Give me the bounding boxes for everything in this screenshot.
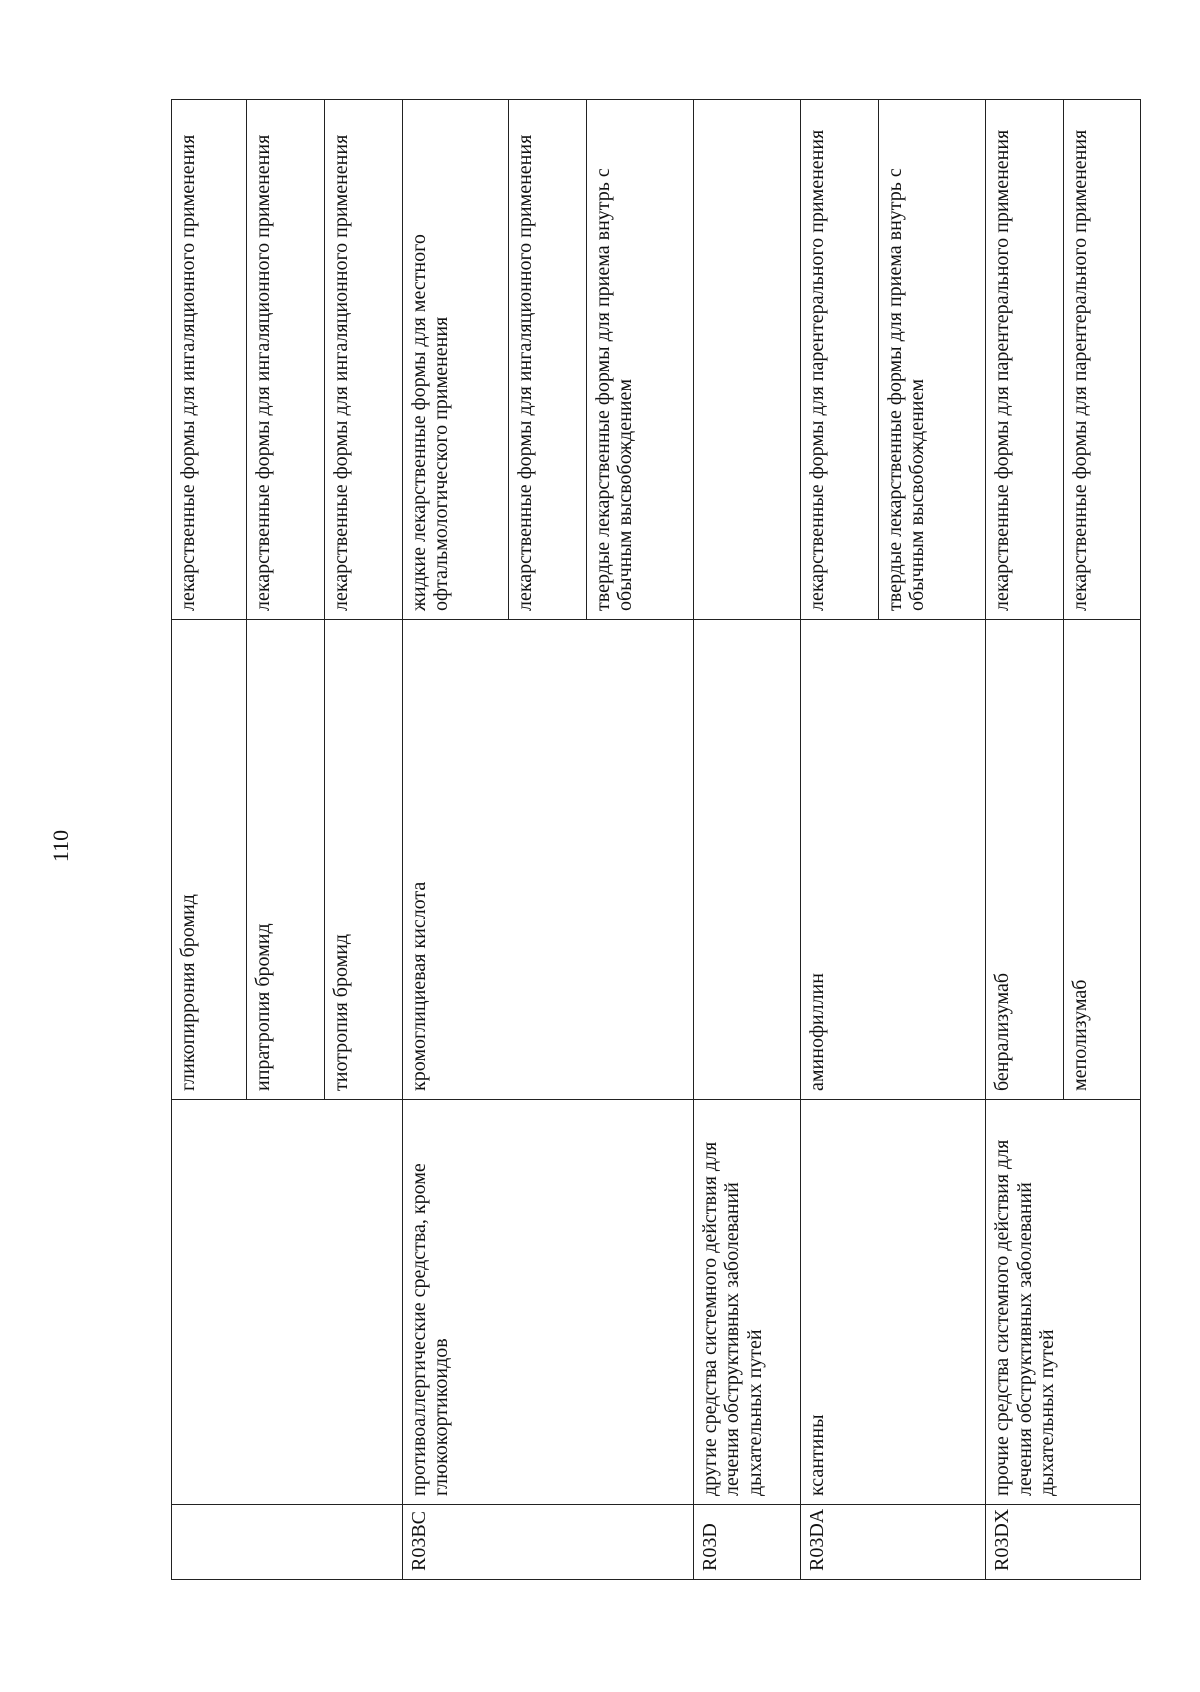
code-cell: R03DA bbox=[801, 1505, 986, 1580]
code-cell bbox=[172, 1505, 403, 1580]
dosage-form-cell: лекарственные формы для парентерального применения bbox=[1063, 100, 1140, 620]
dosage-form-cell: лекарственные формы для ингаляционного применения bbox=[247, 100, 324, 620]
table-row bbox=[172, 100, 247, 1580]
substance-cell: кромоглициевая кислота bbox=[402, 620, 693, 1100]
substance-cell: бенрализумаб bbox=[986, 620, 1063, 1100]
table-row bbox=[986, 100, 1063, 1580]
substance-cell: гликопиррония бромид bbox=[172, 620, 247, 1100]
drug-table bbox=[171, 99, 1141, 1580]
dosage-form-cell: жидкие лекарственные формы для местного офтальмологического применения bbox=[402, 100, 508, 620]
substance-cell: тиотропия бромид bbox=[324, 620, 402, 1100]
substance-cell: меполизумаб bbox=[1063, 620, 1140, 1100]
code-cell: R03D bbox=[694, 1505, 801, 1580]
code-cell: R03DX bbox=[986, 1505, 1141, 1580]
substance-cell: ипратропия бромид bbox=[247, 620, 324, 1100]
group-cell bbox=[172, 1100, 403, 1505]
dosage-form-cell: лекарственные формы для парентерального применения bbox=[801, 100, 878, 620]
dosage-form-cell: лекарственные формы для ингаляционного применения bbox=[172, 100, 247, 620]
dosage-form-cell: твердые лекарственные формы для приема внутрь с обычным высвобождением bbox=[878, 100, 985, 620]
group-cell: прочие средства системного действия для лечения обструктивных заболеваний дыхательных путей bbox=[986, 1100, 1141, 1505]
group-cell: противоаллергические средства, кроме глюкокортикоидов bbox=[402, 1100, 693, 1505]
page-number: 110 bbox=[48, 829, 73, 863]
group-cell: ксантины bbox=[801, 1100, 986, 1505]
substance-cell: аминофиллин bbox=[801, 620, 986, 1100]
code-cell: R03BC bbox=[402, 1505, 693, 1580]
group-cell: другие средства системного действия для лечения обструктивных заболеваний дыхательных путей bbox=[694, 1100, 801, 1505]
table-row bbox=[402, 100, 508, 1580]
rotated-table-wrapper bbox=[171, 100, 1141, 1580]
dosage-form-cell: лекарственные формы для ингаляционного применения bbox=[509, 100, 586, 620]
dosage-form-cell bbox=[694, 100, 801, 620]
table-row bbox=[694, 100, 801, 1580]
dosage-form-cell: лекарственные формы для парентерального применения bbox=[986, 100, 1063, 620]
substance-cell bbox=[694, 620, 801, 1100]
dosage-form-cell: твердые лекарственные формы для приема внутрь с обычным высвобождением bbox=[586, 100, 693, 620]
dosage-form-cell: лекарственные формы для ингаляционного применения bbox=[324, 100, 402, 620]
table-row bbox=[801, 100, 878, 1580]
